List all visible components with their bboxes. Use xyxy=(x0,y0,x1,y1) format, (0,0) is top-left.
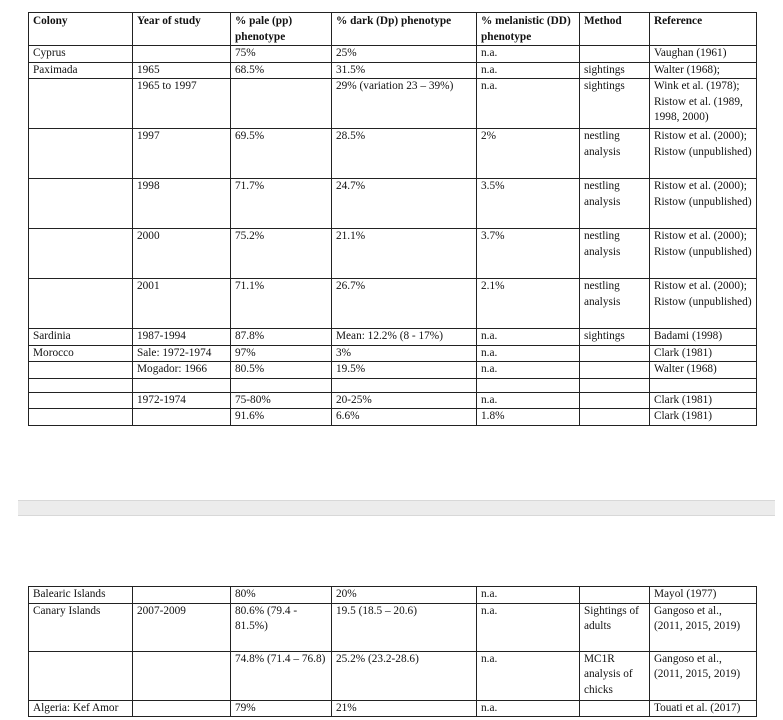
table-cell xyxy=(580,409,650,426)
table-cell: Ristow et al. (2000); Ristow (unpublished) xyxy=(650,279,757,329)
table-cell: Clark (1981) xyxy=(650,345,757,362)
table-cell: n.a. xyxy=(477,362,580,379)
table-cell: Sightings of adults xyxy=(580,603,650,651)
table-row xyxy=(29,603,757,651)
table-cell: 69.5% xyxy=(231,129,332,179)
table-cell xyxy=(580,378,650,392)
table-cell: n.a. xyxy=(477,329,580,346)
table-cell: 2001 xyxy=(133,279,231,329)
table-cell: 6.6% xyxy=(332,409,477,426)
table-cell: Sardinia xyxy=(29,329,133,346)
table-cell: 19.5 (18.5 – 20.6) xyxy=(332,603,477,651)
column-header: % dark (Dp) phenotype xyxy=(332,13,477,46)
table-cell xyxy=(580,345,650,362)
table-cell: 80% xyxy=(231,587,332,604)
table-cell xyxy=(29,378,133,392)
table-cell xyxy=(477,378,580,392)
table-cell: n.a. xyxy=(477,79,580,129)
table-cell xyxy=(133,378,231,392)
table-cell: 87.8% xyxy=(231,329,332,346)
table-cell: 91.6% xyxy=(231,409,332,426)
table-cell xyxy=(580,392,650,409)
column-header: % pale (pp) phenotype xyxy=(231,13,332,46)
table-cell: Clark (1981) xyxy=(650,392,757,409)
table-cell: 80.5% xyxy=(231,362,332,379)
table-cell: nestling analysis xyxy=(580,229,650,279)
table-cell xyxy=(580,46,650,63)
table-cell: 20% xyxy=(332,587,477,604)
table-cell: Cyprus xyxy=(29,46,133,63)
table-cell: Clark (1981) xyxy=(650,409,757,426)
table-body xyxy=(29,587,757,717)
table-cell: Touati et al. (2017) xyxy=(650,700,757,717)
table-cell: 97% xyxy=(231,345,332,362)
table-cell: Ristow et al. (2000); Ristow (unpublished) xyxy=(650,129,757,179)
table-cell: 75-80% xyxy=(231,392,332,409)
table-row xyxy=(29,62,757,79)
table-cell xyxy=(29,279,133,329)
table-cell: 79% xyxy=(231,700,332,717)
table-cell: n.a. xyxy=(477,651,580,700)
table-cell: 1.8% xyxy=(477,409,580,426)
table-cell: 2% xyxy=(477,129,580,179)
table-header-row xyxy=(29,13,757,46)
table-cell: Gangoso et al., (2011, 2015, 2019) xyxy=(650,651,757,700)
table-row xyxy=(29,587,757,604)
table-cell: 71.1% xyxy=(231,279,332,329)
table-cell: nestling analysis xyxy=(580,179,650,229)
table-cell: 2007-2009 xyxy=(133,603,231,651)
table-cell: Mogador: 1966 xyxy=(133,362,231,379)
table-cell xyxy=(133,651,231,700)
table-cell: 19.5% xyxy=(332,362,477,379)
table-cell xyxy=(133,409,231,426)
table-cell: Ristow et al. (2000); Ristow (unpublished) xyxy=(650,229,757,279)
table-cell xyxy=(133,46,231,63)
table-row xyxy=(29,378,757,392)
table-cell: n.a. xyxy=(477,603,580,651)
table-cell xyxy=(332,378,477,392)
table-cell xyxy=(133,700,231,717)
table-cell: Balearic Islands xyxy=(29,587,133,604)
table-cell: 3.5% xyxy=(477,179,580,229)
table-row xyxy=(29,179,757,229)
table-cell: sightings xyxy=(580,79,650,129)
table-cell: Vaughan (1961) xyxy=(650,46,757,63)
table-row xyxy=(29,392,757,409)
table-cell: 75% xyxy=(231,46,332,63)
table-cell: 2.1% xyxy=(477,279,580,329)
table-row xyxy=(29,79,757,129)
table-cell: sightings xyxy=(580,62,650,79)
table-cell: Ristow et al. (2000); Ristow (unpublished) xyxy=(650,179,757,229)
table-cell: 21.1% xyxy=(332,229,477,279)
table-row xyxy=(29,700,757,717)
table-row xyxy=(29,409,757,426)
table-cell: 26.7% xyxy=(332,279,477,329)
table-cell: n.a. xyxy=(477,62,580,79)
table-row xyxy=(29,229,757,279)
table-cell: Wink et al. (1978); Ristow et al. (1989, 1998, 2000) xyxy=(650,79,757,129)
table-cell: Gangoso et al., (2011, 2015, 2019) xyxy=(650,603,757,651)
table-cell: n.a. xyxy=(477,46,580,63)
table-cell: n.a. xyxy=(477,587,580,604)
table-cell: 68.5% xyxy=(231,62,332,79)
table-cell: 1972-1974 xyxy=(133,392,231,409)
table-cell: MC1R analysis of chicks xyxy=(580,651,650,700)
table-cell: 25.2% (23.2-28.6) xyxy=(332,651,477,700)
table-cell: Mayol (1977) xyxy=(650,587,757,604)
table-cell xyxy=(580,362,650,379)
table-row xyxy=(29,362,757,379)
page-separator xyxy=(18,500,775,516)
table-cell: 3% xyxy=(332,345,477,362)
table-cell xyxy=(231,79,332,129)
table-cell: 75.2% xyxy=(231,229,332,279)
table-cell xyxy=(231,378,332,392)
table-cell: 24.7% xyxy=(332,179,477,229)
table-cell xyxy=(133,587,231,604)
table-cell: Paximada xyxy=(29,62,133,79)
phenotype-table-upper xyxy=(28,12,757,426)
table-cell: Walter (1968); xyxy=(650,62,757,79)
table-cell: 71.7% xyxy=(231,179,332,229)
table-cell: 3.7% xyxy=(477,229,580,279)
table-cell: 29% (variation 23 – 39%) xyxy=(332,79,477,129)
table-row xyxy=(29,345,757,362)
table-cell: nestling analysis xyxy=(580,279,650,329)
table-row xyxy=(29,329,757,346)
table-cell: 1997 xyxy=(133,129,231,179)
table-row xyxy=(29,46,757,63)
table-cell: nestling analysis xyxy=(580,129,650,179)
table-cell: 1998 xyxy=(133,179,231,229)
table-cell: 31.5% xyxy=(332,62,477,79)
column-header: Method xyxy=(580,13,650,46)
table-row xyxy=(29,279,757,329)
table-cell xyxy=(29,79,133,129)
table-cell: n.a. xyxy=(477,345,580,362)
table-cell: 1987-1994 xyxy=(133,329,231,346)
table-body xyxy=(29,46,757,426)
table-cell xyxy=(29,129,133,179)
table-cell: 74.8% (71.4 – 76.8) xyxy=(231,651,332,700)
table-cell: Morocco xyxy=(29,345,133,362)
table-cell xyxy=(580,700,650,717)
table-cell xyxy=(580,587,650,604)
table-cell: 21% xyxy=(332,700,477,717)
phenotype-table-lower xyxy=(28,586,757,717)
table-cell: Algeria: Kef Amor xyxy=(29,700,133,717)
table-cell xyxy=(29,179,133,229)
table-row xyxy=(29,129,757,179)
table-cell: Canary Islands xyxy=(29,603,133,651)
column-header: Colony xyxy=(29,13,133,46)
table-cell: Mean: 12.2% (8 - 17%) xyxy=(332,329,477,346)
table-cell xyxy=(650,378,757,392)
table-cell: 2000 xyxy=(133,229,231,279)
table-cell xyxy=(29,392,133,409)
table-cell: Badami (1998) xyxy=(650,329,757,346)
table-row xyxy=(29,651,757,700)
table-cell: 1965 to 1997 xyxy=(133,79,231,129)
table-cell: 1965 xyxy=(133,62,231,79)
table-cell xyxy=(29,651,133,700)
table-cell xyxy=(29,229,133,279)
table-cell: n.a. xyxy=(477,392,580,409)
table-cell: 80.6% (79.4 - 81.5%) xyxy=(231,603,332,651)
table-cell: Sale: 1972-1974 xyxy=(133,345,231,362)
table-cell: 20-25% xyxy=(332,392,477,409)
table-cell xyxy=(29,409,133,426)
table-cell: 25% xyxy=(332,46,477,63)
table-cell: 28.5% xyxy=(332,129,477,179)
table-cell: Walter (1968) xyxy=(650,362,757,379)
table-cell xyxy=(29,362,133,379)
table-cell: sightings xyxy=(580,329,650,346)
column-header: % melanistic (DD) phenotype xyxy=(477,13,580,46)
column-header: Reference xyxy=(650,13,757,46)
table-cell: n.a. xyxy=(477,700,580,717)
column-header: Year of study xyxy=(133,13,231,46)
